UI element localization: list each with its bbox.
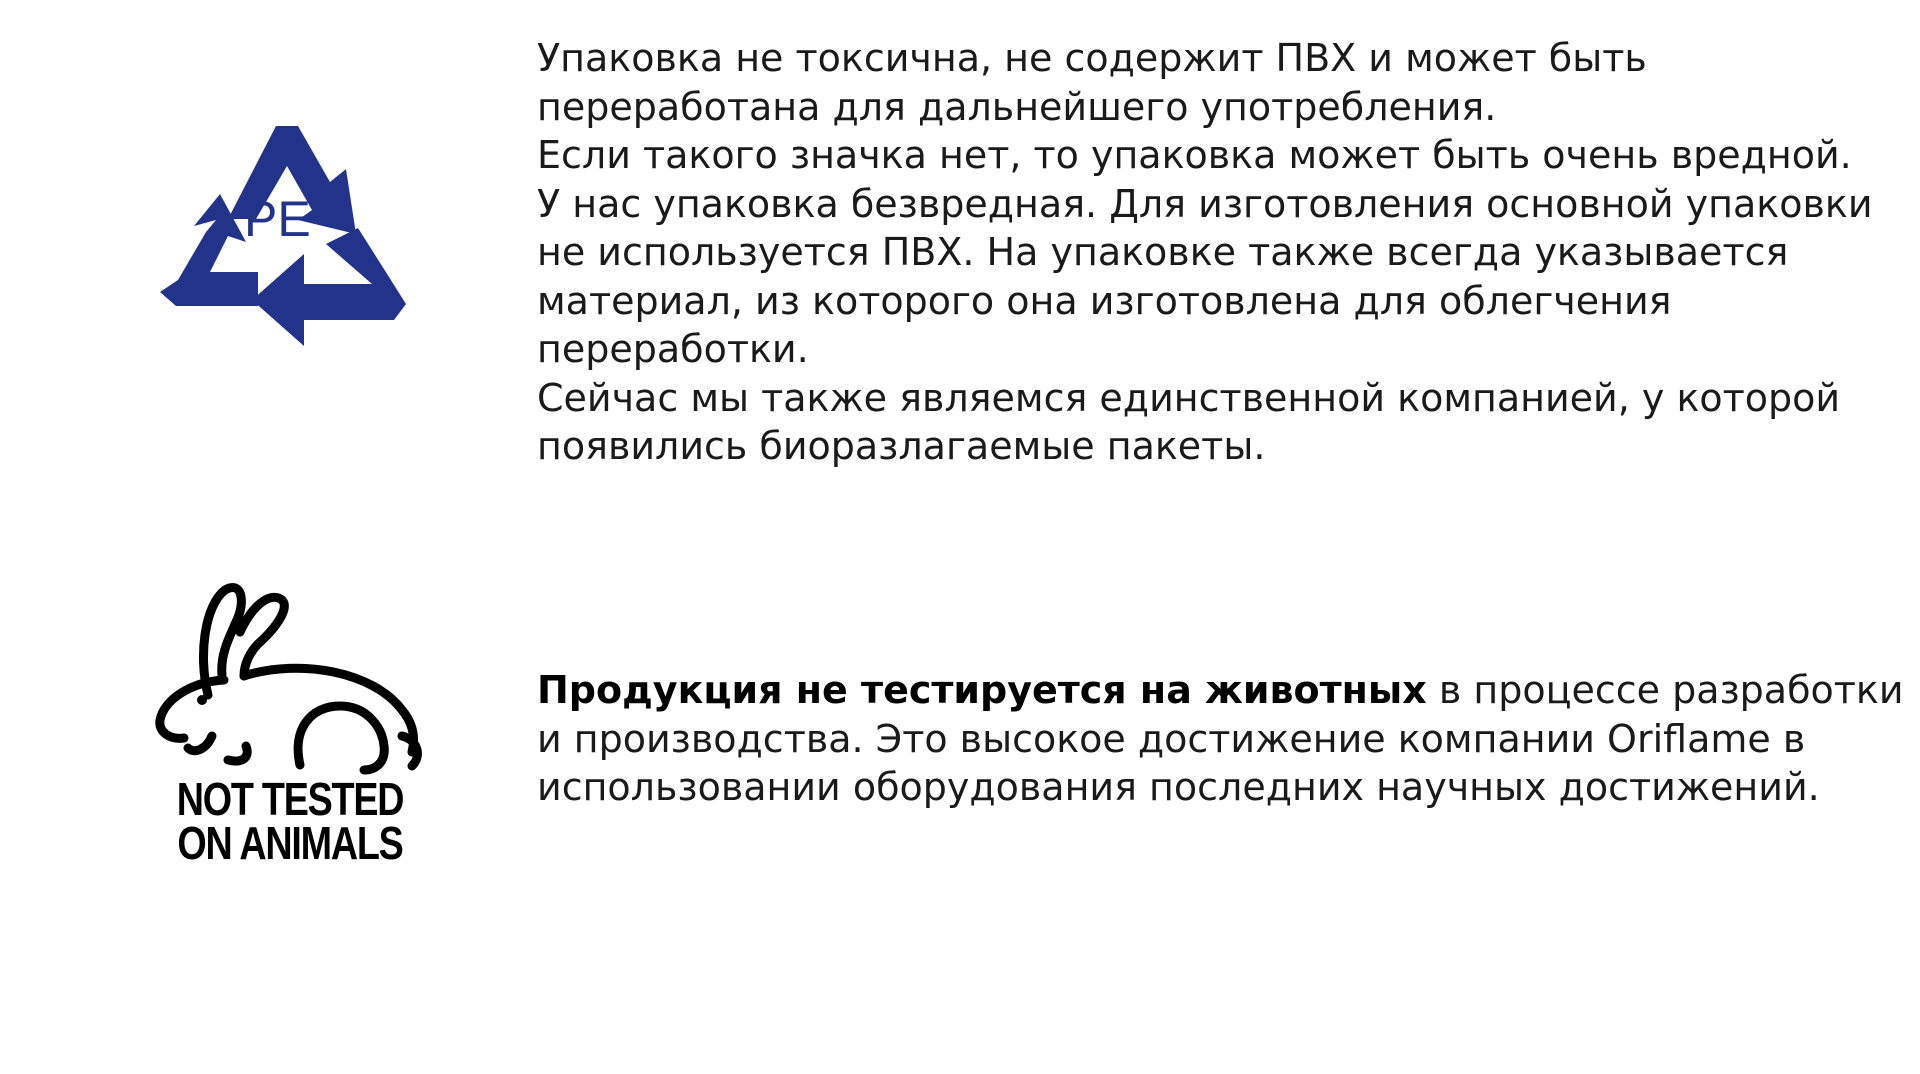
rabbit-icon [150,580,430,785]
recycling-paragraph-3: У нас упаковка безвредная. Для изготовления основной упаковки не используется ПВХ. На упаковке также всегда указывается материал, из которого она изготовлена для облегчения переработки. [537,181,1873,371]
not-tested-caption-line1: NOT TESTED [176,773,404,825]
recycling-paragraph-1: Упаковка не токсична, не содержит ПВХ и может быть переработана для дальнейшего употребления. [537,36,1647,129]
recycling-paragraph-4: Сейчас мы также являемся единственной компанией, у которой появились биоразлагаемые пакеты. [537,375,1841,468]
recycle-code-label: PE [244,191,311,247]
not-tested-on-animals-logo [150,580,430,885]
not-tested-caption-line2: ON ANIMALS [177,817,403,869]
animal-testing-description [537,666,1907,812]
recycle-logo [158,124,408,356]
recycle-icon [158,124,408,356]
animal-testing-text: в процессе разработки и производства. Это высокое достижение компании Oriflame в использовании оборудования последних научных достижений. [537,668,1904,809]
animal-testing-paragraph [537,666,1907,812]
not-tested-caption [175,773,405,869]
recycling-paragraph-2: Если такого значка нет, то упаковка может быть очень вредной. [537,133,1852,177]
recycling-description [537,34,1907,471]
animal-testing-highlight: Продукция не тестируется на животных [537,668,1427,712]
